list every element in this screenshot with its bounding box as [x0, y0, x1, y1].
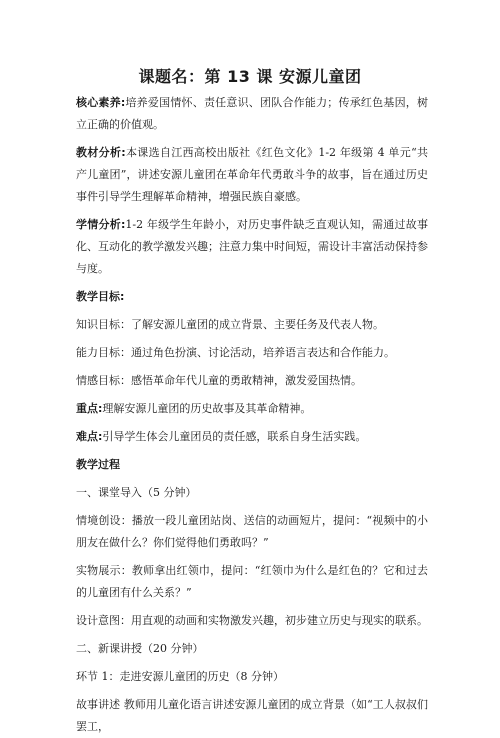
section-intro-heading: 一、课堂导入（5 分钟）: [76, 486, 197, 499]
document-body: [76, 92, 428, 738]
focus-text: 理解安源儿童团的历史故事及其革命精神。: [102, 402, 312, 415]
material-analysis-label: 教材分析:: [76, 146, 126, 159]
learner-analysis-label: 学情分析:: [76, 218, 126, 231]
lesson-title: 课题名：第 13 课 安源儿童团: [138, 67, 362, 86]
goal-emotion: 情感目标：感悟革命年代儿童的勇敢精神，激发爱国热情。: [76, 374, 362, 387]
core-literacy-label: 核心素养:: [76, 96, 126, 109]
intent-paragraph: 设计意图：用直观的动画和实物激发兴趣，初步建立历史与现实的联系。: [76, 614, 428, 627]
learner-analysis: [76, 214, 428, 280]
focus-point: [76, 398, 428, 420]
goal-ability: 能力目标：通过角色扮演、讨论活动，培养语言表达和合作能力。: [76, 346, 395, 359]
situation-paragraph: 情境创设：播放一段儿童团站岗、送信的动画短片，提问：“视频中的小朋友在做什么？你们觉得他们勇敢吗？”: [76, 514, 428, 549]
process-heading: 教学过程: [76, 458, 120, 471]
difficulty-text: 引导学生体会儿童团员的责任感，联系自身生活实践。: [102, 430, 367, 443]
section-new-lesson-heading: 二、新课讲授（20 分钟）: [76, 642, 204, 655]
difficulty-point: [76, 426, 428, 448]
learner-analysis-text: 1-2 年级学生年龄小，对历史事件缺乏直观认知，需通过故事化、互动化的教学激发兴趣；注意力集中时间短，需设计丰富活动保持参与度。: [76, 218, 428, 275]
goal-knowledge: 知识目标：了解安源儿童团的成立背景、主要任务及代表人物。: [76, 318, 384, 331]
difficulty-label: 难点:: [76, 430, 103, 443]
story-paragraph: 故事讲述 教师用儿童化语言讲述安源儿童团的成立背景（如“工人叔叔们罢工，: [76, 698, 428, 733]
core-literacy: [76, 92, 428, 136]
focus-label: 重点:: [76, 402, 103, 415]
material-analysis-text: 本课选自江西高校出版社《红色文化》1-2 年级第 4 单元“共产儿童团”，讲述安源儿童团在革命年代勇敢斗争的故事，旨在通过历史事件引导学生理解革命精神，增强民族自豪感。: [76, 146, 429, 203]
material-analysis: [76, 142, 428, 208]
step1-heading: 环节 1：走进安源儿童团的历史（8 分钟）: [76, 670, 284, 683]
goals-heading: 教学目标:: [76, 290, 125, 303]
object-paragraph: 实物展示：教师拿出红领巾，提问：“红领巾为什么是红色的？它和过去的儿童团有什么关系？”: [76, 564, 428, 599]
core-literacy-text: 培养爱国情怀、责任意识、团队合作能力；传承红色基因，树立正确的价值观。: [76, 96, 428, 131]
